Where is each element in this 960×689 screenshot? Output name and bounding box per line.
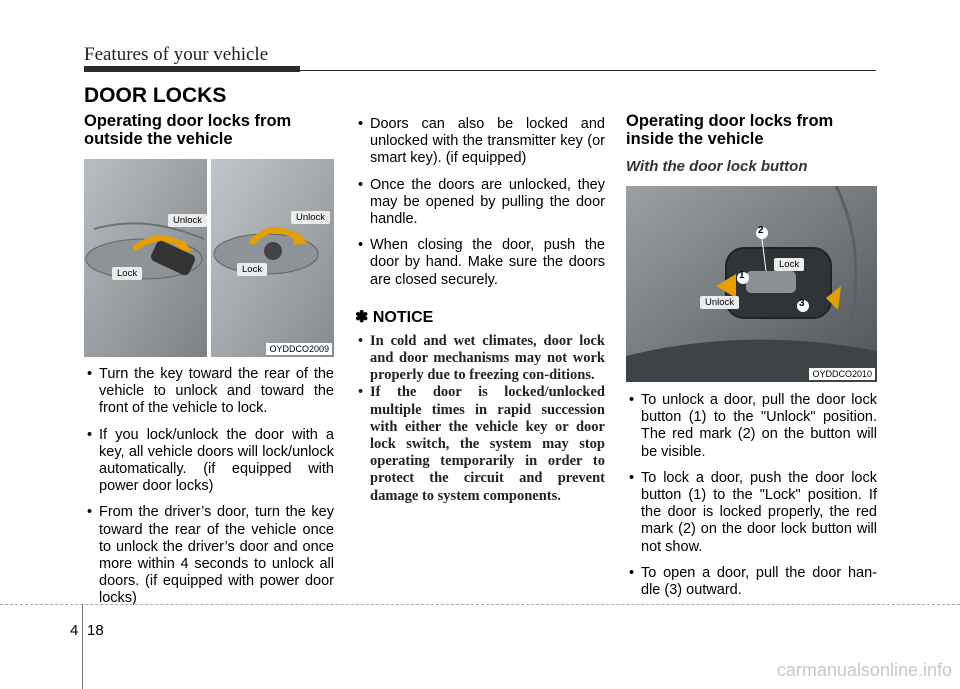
inside-heading: Operating door locks from inside the vehicle [626,112,834,148]
inside-bullet-list [626,392,877,599]
outside-heading: Operating door locks from outside the vehicle [84,112,292,148]
column-1 [84,112,334,617]
callout-3: 3 [799,298,805,309]
figure-caption: OYDDCO2009 [266,343,332,355]
footer-divider [82,604,83,689]
door-lock-button-illustration [626,186,877,382]
chapter-number: 4 [70,622,79,639]
header-rule [300,70,876,71]
list-item: • From the driver’s door, turn the key toward the rear of the vehicle once to unlock the driver’s door and once more within 4 seconds to unlock all doors. (if equipped with power door locks) [84,504,334,607]
list-item: • To unlock a door, pull the door lock button (1) to the "Unlock" position. The red mark (2) on the button will be visible. [626,392,877,461]
page-number: 18 [87,622,104,639]
section-title: DOOR LOCKS [84,84,227,107]
footer-rule [0,604,960,605]
door-keyhole-illustration [211,159,334,357]
inside-subheading: With the door lock button [626,158,808,175]
list-item: • Once the doors are unlocked, they may be opened by pulling the door handle. [355,177,605,229]
lock-label-inside: Lock [774,258,804,271]
list-item: • To open a door, pull the door han-dle (3) outward. [626,565,877,599]
column-3 [626,112,877,608]
unlock-label-right: Unlock [291,211,330,224]
watermark: carmanualsonline.info [776,660,952,680]
notice-item: • If the door is locked/unlocked multiple times in rapid succession with either the vehicle key or door lock switch, the system may stop operating temporarily in order to protect the circuit and prevent damage to system components. [355,384,605,504]
key-photo-right [211,159,334,357]
callout-2: 2 [758,225,764,236]
lock-label-right: Lock [237,263,267,276]
list-item: • To lock a door, push the door lock button (1) to the "Lock" position. If the door is locked properly, the red mark (2) on the door lock button will not show. [626,470,877,556]
door-handle-illustration [84,159,207,357]
callout-1: 1 [739,270,745,281]
figure-caption: OYDDCO2010 [809,368,875,380]
header-bar [84,66,300,72]
outside-bullet-list [84,366,334,608]
list-item: • Turn the key toward the rear of the vehicle to unlock and toward the front of the vehicle to lock. [84,366,334,418]
inside-figure [626,186,877,382]
lock-label-left: Lock [112,267,142,280]
key-photo-left [84,159,207,357]
notice-list [355,333,605,505]
list-item: • Doors can also be locked and unlocked with the transmitter key (or smart key). (if equipped) [355,116,605,168]
outside-figure [84,159,334,357]
column-2 [355,116,605,505]
list-item: • When closing the door, push the door by hand. Make sure the doors are closed securely. [355,237,605,289]
unlock-label-left: Unlock [168,214,207,227]
list-item: • If you lock/unlock the door with a key, all vehicle doors will lock/unlock automatically. (if equipped with power door locks) [84,427,334,496]
general-bullet-list [355,116,605,289]
notice-item: • In cold and wet climates, door lock and door mechanisms may not work properly due to freezing con-ditions. [355,333,605,385]
running-header: Features of your vehicle [84,44,269,65]
unlock-label-inside: Unlock [700,296,739,309]
notice-heading: ✽ NOTICE [355,308,434,326]
